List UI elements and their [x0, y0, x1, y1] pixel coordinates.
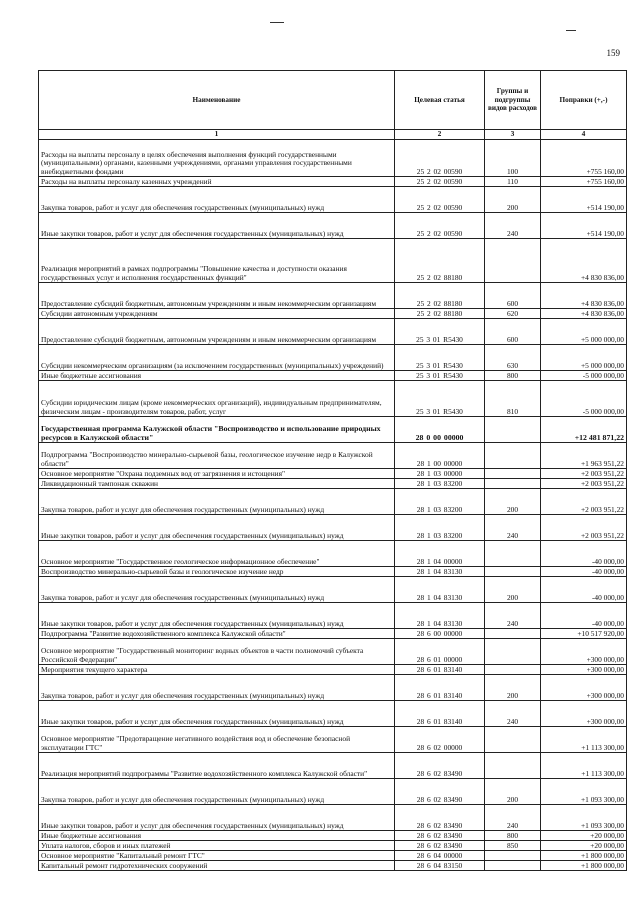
row-amendment-amount: -5 000 000,00 [541, 381, 627, 417]
row-name: Иные закупки товаров, работ и услуг для обеспечения государственных (муниципальных) нужд [39, 805, 395, 831]
row-expense-group [485, 753, 541, 779]
row-target-article: 28 1 03 00000 [395, 469, 485, 479]
row-amendment-amount: -40 000,00 [541, 541, 627, 567]
table-row [39, 861, 627, 871]
page-number: 159 [606, 48, 620, 58]
row-amendment-amount: +5 000 000,00 [541, 345, 627, 371]
table-row [39, 577, 627, 603]
row-amendment-amount: +755 160,00 [541, 177, 627, 187]
row-name: Реализация мероприятий подпрограммы "Развитие водохозяйственного комплекса Калужской области" [39, 753, 395, 779]
row-target-article: 25 3 01 R5430 [395, 381, 485, 417]
row-name: Закупка товаров, работ и услуг для обеспечения государственных (муниципальных) нужд [39, 577, 395, 603]
row-name: Ликвидационный тампонаж скважин [39, 479, 395, 489]
row-name: Основное мероприятие "Капитальный ремонт ГТС" [39, 851, 395, 861]
table-row [39, 187, 627, 213]
table-row [39, 177, 627, 187]
row-target-article: 25 3 01 R5430 [395, 371, 485, 381]
row-target-article: 25 2 02 00590 [395, 213, 485, 239]
row-expense-group [485, 639, 541, 665]
column-number: 4 [541, 130, 627, 140]
table-row [39, 841, 627, 851]
row-expense-group: 240 [485, 805, 541, 831]
row-name: Предоставление субсидий бюджетным, автономным учреждениям и иным некоммерческим организациям [39, 283, 395, 309]
row-name: Закупка товаров, работ и услуг для обеспечения государственных (муниципальных) нужд [39, 779, 395, 805]
row-amendment-amount: +12 481 871,22 [541, 417, 627, 443]
row-expense-group [485, 851, 541, 861]
table-row [39, 665, 627, 675]
row-expense-group: 620 [485, 309, 541, 319]
table-row [39, 489, 627, 515]
row-name: Подпрограмма "Развитие водохозяйственного комплекса Калужской области" [39, 629, 395, 639]
row-name: Субсидии юридическим лицам (кроме некоммерческих организаций), индивидуальным предпринимателям, физическим лицам - производителям товаров, работ, услуг [39, 381, 395, 417]
row-expense-group [485, 479, 541, 489]
row-expense-group: 800 [485, 831, 541, 841]
table-body [39, 140, 627, 871]
row-expense-group: 100 [485, 140, 541, 177]
row-target-article: 25 2 02 00590 [395, 187, 485, 213]
table-row [39, 479, 627, 489]
row-target-article: 25 2 02 88180 [395, 239, 485, 283]
row-target-article: 28 1 04 83130 [395, 577, 485, 603]
row-name: Субсидии некоммерческим организациям (за исключением государственных (муниципальных) учреждений) [39, 345, 395, 371]
row-target-article: 28 6 02 83490 [395, 841, 485, 851]
table-row [39, 381, 627, 417]
row-target-article: 28 1 04 83130 [395, 567, 485, 577]
row-expense-group: 200 [485, 675, 541, 701]
table-row [39, 309, 627, 319]
row-amendment-amount: -40 000,00 [541, 567, 627, 577]
row-amendment-amount: +10 517 920,00 [541, 629, 627, 639]
table-row [39, 213, 627, 239]
table-row [39, 753, 627, 779]
row-expense-group: 630 [485, 345, 541, 371]
row-name: Иные бюджетные ассигнования [39, 371, 395, 381]
table-row [39, 779, 627, 805]
row-name: Реализация мероприятий в рамках подпрограммы "Повышение качества и доступности оказания государственных услуг и исполнения государственных функций" [39, 239, 395, 283]
row-name: Основное мероприятие "Государственное геологическое информационное обеспечение" [39, 541, 395, 567]
row-target-article: 25 2 02 88180 [395, 309, 485, 319]
row-expense-group: 240 [485, 603, 541, 629]
budget-table [38, 70, 627, 871]
row-target-article: 28 1 04 00000 [395, 541, 485, 567]
row-name: Иные бюджетные ассигнования [39, 831, 395, 841]
row-target-article: 28 1 00 00000 [395, 443, 485, 469]
table-row [39, 469, 627, 479]
table-row [39, 515, 627, 541]
header-expense-group: Группы и подгруппы видов расходов [485, 71, 541, 130]
row-target-article: 28 1 04 83130 [395, 603, 485, 629]
row-name: Государственная программа Калужской области "Воспроизводство и использование природных ресурсов в Калужской области" [39, 417, 395, 443]
row-amendment-amount: +20 000,00 [541, 841, 627, 851]
row-name: Основное мероприятие "Охрана подземных вод от загрязнения и истощения" [39, 469, 395, 479]
row-name: Воспроизводство минерально-сырьевой базы и геологическое изучение недр [39, 567, 395, 577]
row-amendment-amount: +514 190,00 [541, 187, 627, 213]
row-target-article: 28 6 04 83150 [395, 861, 485, 871]
row-amendment-amount: +300 000,00 [541, 665, 627, 675]
row-expense-group [485, 541, 541, 567]
scan-mark [270, 22, 284, 23]
row-name: Основное мероприятие "Предотвращение негативного воздействия вод и обеспечение безопасной эксплуатации ГТС" [39, 727, 395, 753]
row-target-article: 28 6 01 83140 [395, 701, 485, 727]
table-row [39, 239, 627, 283]
row-name: Предоставление субсидий бюджетным, автономным учреждениям и иным некоммерческим организациям [39, 319, 395, 345]
row-expense-group [485, 469, 541, 479]
header-name: Наименование [39, 71, 395, 130]
row-amendment-amount: +1 113 300,00 [541, 753, 627, 779]
row-target-article: 28 6 01 00000 [395, 639, 485, 665]
row-amendment-amount: +1 093 300,00 [541, 779, 627, 805]
row-amendment-amount: +4 830 836,00 [541, 309, 627, 319]
row-target-article: 28 6 04 00000 [395, 851, 485, 861]
row-expense-group: 110 [485, 177, 541, 187]
row-amendment-amount: +1 093 300,00 [541, 805, 627, 831]
row-amendment-amount: +2 003 951,22 [541, 479, 627, 489]
header-amendments: Поправки (+,-) [541, 71, 627, 130]
row-expense-group: 240 [485, 515, 541, 541]
row-name: Субсидии автономным учреждениям [39, 309, 395, 319]
row-amendment-amount: +2 003 951,22 [541, 515, 627, 541]
row-name: Закупка товаров, работ и услуг для обеспечения государственных (муниципальных) нужд [39, 489, 395, 515]
table-row [39, 371, 627, 381]
table-row [39, 443, 627, 469]
row-amendment-amount: -40 000,00 [541, 603, 627, 629]
row-name: Расходы на выплаты персоналу в целях обеспечения выполнения функций государственными (муниципальными) органами, казенными учреждениями, органами управления государственными внебюджетными фондами [39, 140, 395, 177]
row-amendment-amount: -40 000,00 [541, 577, 627, 603]
row-target-article: 25 3 01 R5430 [395, 319, 485, 345]
row-target-article: 25 2 02 00590 [395, 177, 485, 187]
row-expense-group [485, 417, 541, 443]
row-name: Иные закупки товаров, работ и услуг для обеспечения государственных (муниципальных) нужд [39, 213, 395, 239]
row-target-article: 28 6 02 83490 [395, 753, 485, 779]
row-target-article: 28 6 01 83140 [395, 675, 485, 701]
row-expense-group: 240 [485, 213, 541, 239]
row-expense-group: 810 [485, 381, 541, 417]
row-expense-group [485, 861, 541, 871]
column-number: 3 [485, 130, 541, 140]
row-expense-group [485, 239, 541, 283]
table-row [39, 345, 627, 371]
table-row [39, 675, 627, 701]
row-expense-group: 200 [485, 489, 541, 515]
row-name: Капитальный ремонт гидротехнических сооружений [39, 861, 395, 871]
row-name: Иные закупки товаров, работ и услуг для обеспечения государственных (муниципальных) нужд [39, 701, 395, 727]
row-name: Закупка товаров, работ и услуг для обеспечения государственных (муниципальных) нужд [39, 187, 395, 213]
row-amendment-amount: +300 000,00 [541, 701, 627, 727]
row-amendment-amount: +1 800 000,00 [541, 861, 627, 871]
row-name: Подпрограмма "Воспроизводство минерально-сырьевой базы, геологическое изучение недр в Калужской области" [39, 443, 395, 469]
row-amendment-amount: +2 003 951,22 [541, 489, 627, 515]
row-expense-group: 850 [485, 841, 541, 851]
table-row [39, 831, 627, 841]
table-row [39, 541, 627, 567]
row-name: Расходы на выплаты персоналу казенных учреждений [39, 177, 395, 187]
table-row [39, 417, 627, 443]
row-expense-group [485, 629, 541, 639]
table-row [39, 851, 627, 861]
row-target-article: 28 6 02 83490 [395, 831, 485, 841]
row-target-article: 28 1 03 83200 [395, 515, 485, 541]
row-target-article: 28 1 03 83200 [395, 479, 485, 489]
table-row [39, 701, 627, 727]
row-expense-group: 800 [485, 371, 541, 381]
budget-table-sheet [38, 70, 626, 871]
row-name: Иные закупки товаров, работ и услуг для обеспечения государственных (муниципальных) нужд [39, 515, 395, 541]
row-target-article: 25 2 02 00590 [395, 140, 485, 177]
row-target-article: 28 6 01 83140 [395, 665, 485, 675]
row-expense-group [485, 727, 541, 753]
row-target-article: 25 3 01 R5430 [395, 345, 485, 371]
row-amendment-amount: +300 000,00 [541, 675, 627, 701]
row-amendment-amount: +2 003 951,22 [541, 469, 627, 479]
row-expense-group [485, 443, 541, 469]
table-row [39, 639, 627, 665]
table-row [39, 283, 627, 309]
table-row [39, 140, 627, 177]
table-row [39, 567, 627, 577]
row-amendment-amount: +20 000,00 [541, 831, 627, 841]
row-amendment-amount: +4 830 836,00 [541, 283, 627, 309]
column-number: 1 [39, 130, 395, 140]
row-expense-group: 200 [485, 577, 541, 603]
header-target-article: Целевая статья [395, 71, 485, 130]
row-expense-group: 200 [485, 779, 541, 805]
row-amendment-amount: +4 830 836,00 [541, 239, 627, 283]
row-target-article: 28 0 00 00000 [395, 417, 485, 443]
row-target-article: 28 6 02 83490 [395, 779, 485, 805]
row-target-article: 28 1 03 83200 [395, 489, 485, 515]
table-row [39, 629, 627, 639]
row-target-article: 28 6 02 83490 [395, 805, 485, 831]
row-expense-group: 240 [485, 701, 541, 727]
row-target-article: 25 2 02 88180 [395, 283, 485, 309]
row-expense-group [485, 567, 541, 577]
row-name: Иные закупки товаров, работ и услуг для обеспечения государственных (муниципальных) нужд [39, 603, 395, 629]
row-amendment-amount: +300 000,00 [541, 639, 627, 665]
row-name: Основное мероприятие "Государственный мониторинг водных объектов в части полномочий субъекта Российской Федерации" [39, 639, 395, 665]
column-number: 2 [395, 130, 485, 140]
row-amendment-amount: +755 160,00 [541, 140, 627, 177]
table-row [39, 727, 627, 753]
row-amendment-amount: +5 000 000,00 [541, 319, 627, 345]
table-row [39, 319, 627, 345]
row-amendment-amount: +1 113 300,00 [541, 727, 627, 753]
scan-mark [566, 30, 576, 31]
row-name: Закупка товаров, работ и услуг для обеспечения государственных (муниципальных) нужд [39, 675, 395, 701]
row-amendment-amount: +1 800 000,00 [541, 851, 627, 861]
row-name: Мероприятия текущего характера [39, 665, 395, 675]
row-expense-group: 600 [485, 283, 541, 309]
row-expense-group: 600 [485, 319, 541, 345]
table-row [39, 805, 627, 831]
row-target-article: 28 6 00 00000 [395, 629, 485, 639]
row-target-article: 28 6 02 00000 [395, 727, 485, 753]
row-expense-group [485, 665, 541, 675]
row-amendment-amount: +1 963 951,22 [541, 443, 627, 469]
row-amendment-amount: +514 190,00 [541, 213, 627, 239]
row-name: Уплата налогов, сборов и иных платежей [39, 841, 395, 851]
table-row [39, 603, 627, 629]
row-amendment-amount: -5 000 000,00 [541, 371, 627, 381]
row-expense-group: 200 [485, 187, 541, 213]
